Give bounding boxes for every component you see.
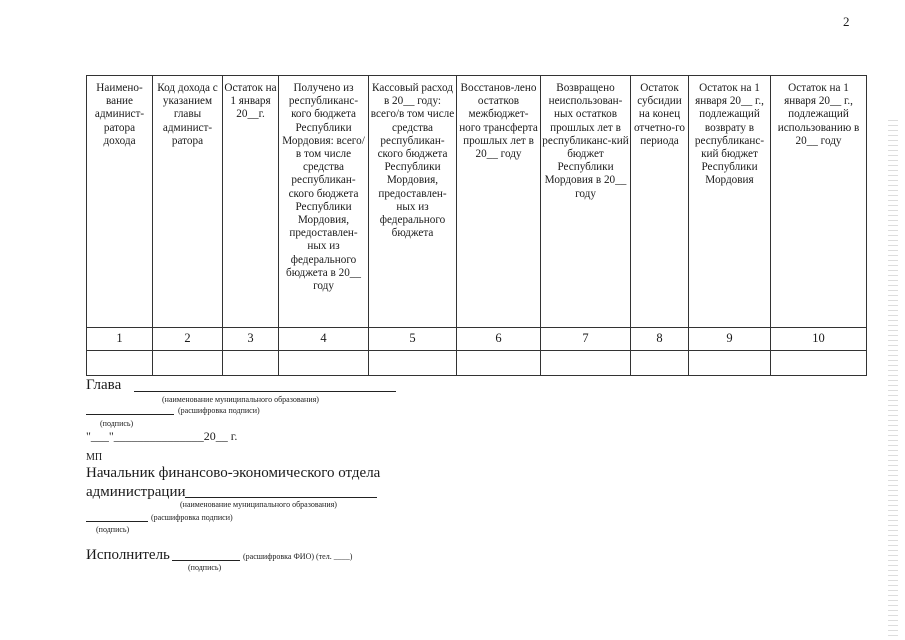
column-number: 10 bbox=[771, 328, 867, 351]
municipality-hint: (наименование муниципального образования) bbox=[162, 395, 319, 404]
chief-label-line1: Начальник финансово-экономического отдела bbox=[86, 465, 381, 481]
chief-signature-line[interactable] bbox=[86, 521, 148, 522]
table-header-row bbox=[87, 76, 867, 328]
header-cell: Восстанов-лено остатков межбюджет-ного трансферта прошлых лет в 20__ году bbox=[457, 76, 541, 328]
header-cell: Кассовый расход в 20__ году: всего/в том числе средства республикан-ского бюджета Республики Мордовия, предоставлен-ных из федерального бюджета bbox=[369, 76, 457, 328]
header-cell: Наимено-вание админист-ратора дохода bbox=[87, 76, 153, 328]
chief-municipality-hint: (наименование муниципального образования) bbox=[180, 500, 337, 509]
column-number: 8 bbox=[631, 328, 689, 351]
date-line: "___"_______________20__ г. bbox=[86, 429, 238, 443]
empty-cell[interactable] bbox=[689, 351, 771, 376]
executor-label: Исполнитель bbox=[86, 547, 170, 563]
column-number: 3 bbox=[223, 328, 279, 351]
empty-cell[interactable] bbox=[87, 351, 153, 376]
header-cell: Получено из республиканс-кого бюджета Республики Мордовия: всего/в том числе средства республикан-ского бюджета Республики Мордовия, предоставлен-ных из федерального бюджета в 20__ году bbox=[279, 76, 369, 328]
stamp-label: МП bbox=[86, 452, 103, 463]
empty-data-row bbox=[87, 351, 867, 376]
empty-cell[interactable] bbox=[457, 351, 541, 376]
empty-cell[interactable] bbox=[631, 351, 689, 376]
column-number: 6 bbox=[457, 328, 541, 351]
chief-decode-hint: (расшифровка подписи) bbox=[151, 513, 233, 522]
empty-cell[interactable] bbox=[541, 351, 631, 376]
empty-cell[interactable] bbox=[223, 351, 279, 376]
decode-signature-hint: (расшифровка подписи) bbox=[178, 406, 260, 415]
municipality-line[interactable] bbox=[134, 391, 396, 392]
head-label: Глава bbox=[86, 377, 122, 393]
chief-label-line2: администрации bbox=[86, 484, 186, 500]
column-number: 9 bbox=[689, 328, 771, 351]
executor-signature-hint: (подпись) bbox=[188, 563, 222, 572]
executor-hint: (расшифровка ФИО) (тел. ____) bbox=[243, 552, 353, 561]
header-cell: Остаток субсидии на конец отчетно-го периода bbox=[631, 76, 689, 328]
header-cell: Возвращено неиспользован-ных остатков прошлых лет в республиканс-кий бюджет Республики Мордовия в 20__ году bbox=[541, 76, 631, 328]
column-number: 4 bbox=[279, 328, 369, 351]
scan-edge-noise bbox=[888, 120, 898, 640]
chief-municipality-line[interactable] bbox=[185, 497, 377, 498]
empty-cell[interactable] bbox=[279, 351, 369, 376]
column-number: 1 bbox=[87, 328, 153, 351]
report-table bbox=[86, 75, 867, 376]
chief-signature-hint: (подпись) bbox=[96, 525, 130, 534]
header-cell: Остаток на 1 января 20__г. bbox=[223, 76, 279, 328]
executor-signature-line[interactable] bbox=[172, 560, 240, 561]
header-cell: Остаток на 1 января 20__ г., подлежащий возврату в республиканс-кий бюджет Республики Мордовия bbox=[689, 76, 771, 328]
signature-line[interactable] bbox=[86, 414, 174, 415]
page-number: 2 bbox=[843, 14, 850, 29]
header-cell: Код дохода с указанием главы админист-ратора bbox=[153, 76, 223, 328]
column-number: 7 bbox=[541, 328, 631, 351]
column-number: 2 bbox=[153, 328, 223, 351]
signature-hint: (подпись) bbox=[100, 419, 134, 428]
empty-cell[interactable] bbox=[153, 351, 223, 376]
empty-cell[interactable] bbox=[771, 351, 867, 376]
column-number-row bbox=[87, 328, 867, 351]
column-number: 5 bbox=[369, 328, 457, 351]
header-cell: Остаток на 1 января 20__ г., подлежащий использованию в 20__ году bbox=[771, 76, 867, 328]
empty-cell[interactable] bbox=[369, 351, 457, 376]
